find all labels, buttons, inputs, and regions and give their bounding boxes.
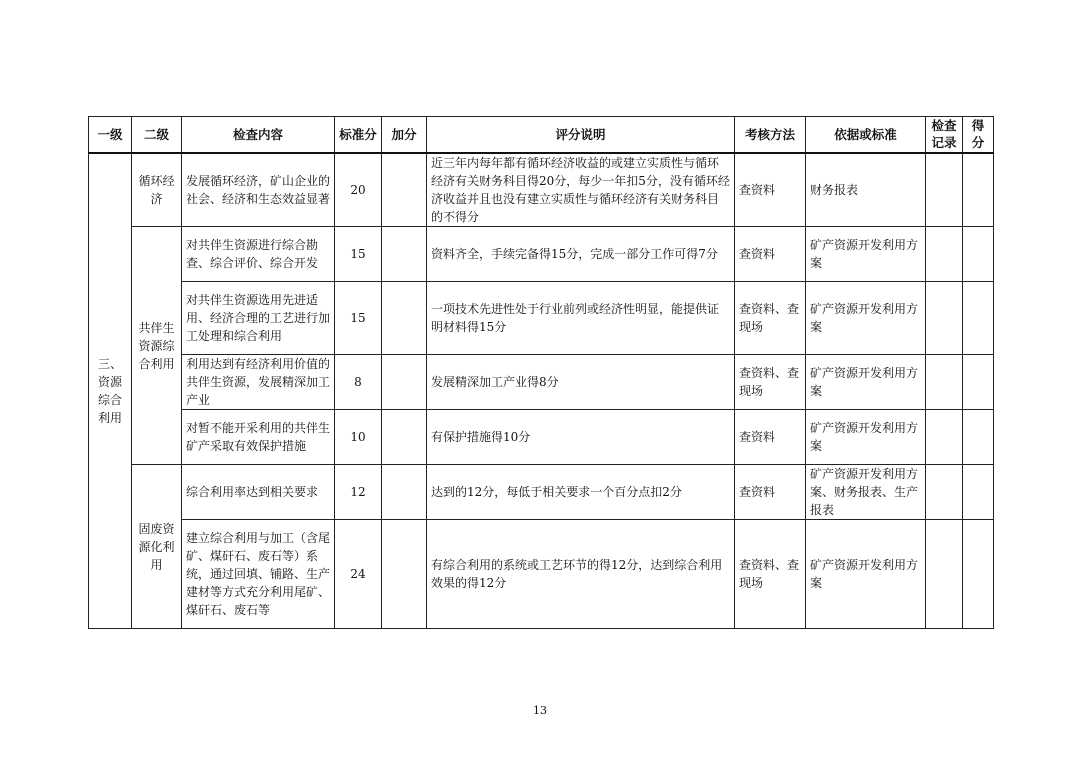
- bonus-cell: [382, 282, 427, 355]
- explanation-cell: 一项技术先进性处于行业前列或经济性明显，能提供证明材料得15分: [427, 282, 735, 355]
- record-cell: [926, 520, 963, 629]
- header-record: 检查记录: [926, 117, 963, 153]
- record-cell: [926, 355, 963, 410]
- header-level2: 二级: [132, 117, 182, 153]
- page-number: 13: [533, 704, 547, 717]
- content-cell: 对共伴生资源选用先进适用、经济合理的工艺进行加工处理和综合利用: [182, 282, 335, 355]
- final-score-cell: [963, 282, 994, 355]
- content-cell: 对共伴生资源进行综合勘查、综合评价、综合开发: [182, 227, 335, 282]
- header-content: 检查内容: [182, 117, 335, 153]
- explanation-cell: 资料齐全，手续完备得15分，完成一部分工作可得7分: [427, 227, 735, 282]
- header-score: 得分: [963, 117, 994, 153]
- score-cell: 8: [335, 355, 382, 410]
- header-level1: 一级: [89, 117, 132, 153]
- basis-cell: 矿产资源开发利用方案: [806, 520, 926, 629]
- explanation-cell: 达到的12分，每低于相关要求一个百分点扣2分: [427, 465, 735, 520]
- level2-cell: 循环经济: [132, 153, 182, 227]
- method-cell: 查资料、查现场: [735, 355, 806, 410]
- score-cell: 20: [335, 153, 382, 227]
- table-row: [89, 410, 994, 465]
- bonus-cell: [382, 227, 427, 282]
- method-cell: 查资料: [735, 153, 806, 227]
- table-row: [89, 465, 994, 520]
- basis-cell: 矿产资源开发利用方案: [806, 355, 926, 410]
- method-cell: 查资料: [735, 465, 806, 520]
- final-score-cell: [963, 227, 994, 282]
- evaluation-table: [88, 116, 994, 629]
- header-basis: 依据或标准: [806, 117, 926, 153]
- explanation-cell: 近三年内每年都有循环经济收益的或建立实质性与循环经济有关财务科目得20分，每少一年扣5分，没有循环经济收益并且也没有建立实质性与循环经济有关财务科目的不得分: [427, 153, 735, 227]
- method-cell: 查资料: [735, 227, 806, 282]
- explanation-cell: 发展精深加工产业得8分: [427, 355, 735, 410]
- table-row: [89, 282, 994, 355]
- header-explanation: 评分说明: [427, 117, 735, 153]
- final-score-cell: [963, 355, 994, 410]
- content-cell: 利用达到有经济利用价值的共伴生资源，发展精深加工产业: [182, 355, 335, 410]
- level2-cell: 共伴生资源综合利用: [132, 227, 182, 465]
- method-cell: 查资料: [735, 410, 806, 465]
- basis-cell: 矿产资源开发利用方案: [806, 410, 926, 465]
- bonus-cell: [382, 520, 427, 629]
- record-cell: [926, 153, 963, 227]
- header-standard-score: 标准分: [335, 117, 382, 153]
- content-cell: 建立综合利用与加工（含尾矿、煤矸石、废石等）系统，通过回填、铺路、生产建材等方式充分利用尾矿、煤矸石、废石等: [182, 520, 335, 629]
- bonus-cell: [382, 465, 427, 520]
- record-cell: [926, 410, 963, 465]
- score-cell: 10: [335, 410, 382, 465]
- basis-cell: 矿产资源开发利用方案: [806, 227, 926, 282]
- record-cell: [926, 282, 963, 355]
- content-cell: 发展循环经济，矿山企业的社会、经济和生态效益显著: [182, 153, 335, 227]
- table-row: [89, 355, 994, 410]
- level2-cell: 固废资源化利用: [132, 465, 182, 629]
- content-cell: 综合利用率达到相关要求: [182, 465, 335, 520]
- score-cell: 24: [335, 520, 382, 629]
- final-score-cell: [963, 153, 994, 227]
- bonus-cell: [382, 410, 427, 465]
- score-cell: 15: [335, 227, 382, 282]
- final-score-cell: [963, 465, 994, 520]
- basis-cell: 财务报表: [806, 153, 926, 227]
- table-row: [89, 520, 994, 629]
- basis-cell: 矿产资源开发利用方案: [806, 282, 926, 355]
- table-row: [89, 153, 994, 227]
- bonus-cell: [382, 355, 427, 410]
- method-cell: 查资料、查现场: [735, 282, 806, 355]
- explanation-cell: 有保护措施得10分: [427, 410, 735, 465]
- level1-cell: 三、资源综合利用: [89, 153, 132, 629]
- bonus-cell: [382, 153, 427, 227]
- table-row: [89, 227, 994, 282]
- header-method: 考核方法: [735, 117, 806, 153]
- content-cell: 对暂不能开采利用的共伴生矿产采取有效保护措施: [182, 410, 335, 465]
- basis-cell: 矿产资源开发利用方案、财务报表、生产报表: [806, 465, 926, 520]
- record-cell: [926, 465, 963, 520]
- explanation-cell: 有综合利用的系统或工艺环节的得12分，达到综合利用效果的得12分: [427, 520, 735, 629]
- record-cell: [926, 227, 963, 282]
- method-cell: 查资料、查现场: [735, 520, 806, 629]
- final-score-cell: [963, 520, 994, 629]
- final-score-cell: [963, 410, 994, 465]
- score-cell: 12: [335, 465, 382, 520]
- header-row: [89, 117, 994, 153]
- score-cell: 15: [335, 282, 382, 355]
- header-bonus: 加分: [382, 117, 427, 153]
